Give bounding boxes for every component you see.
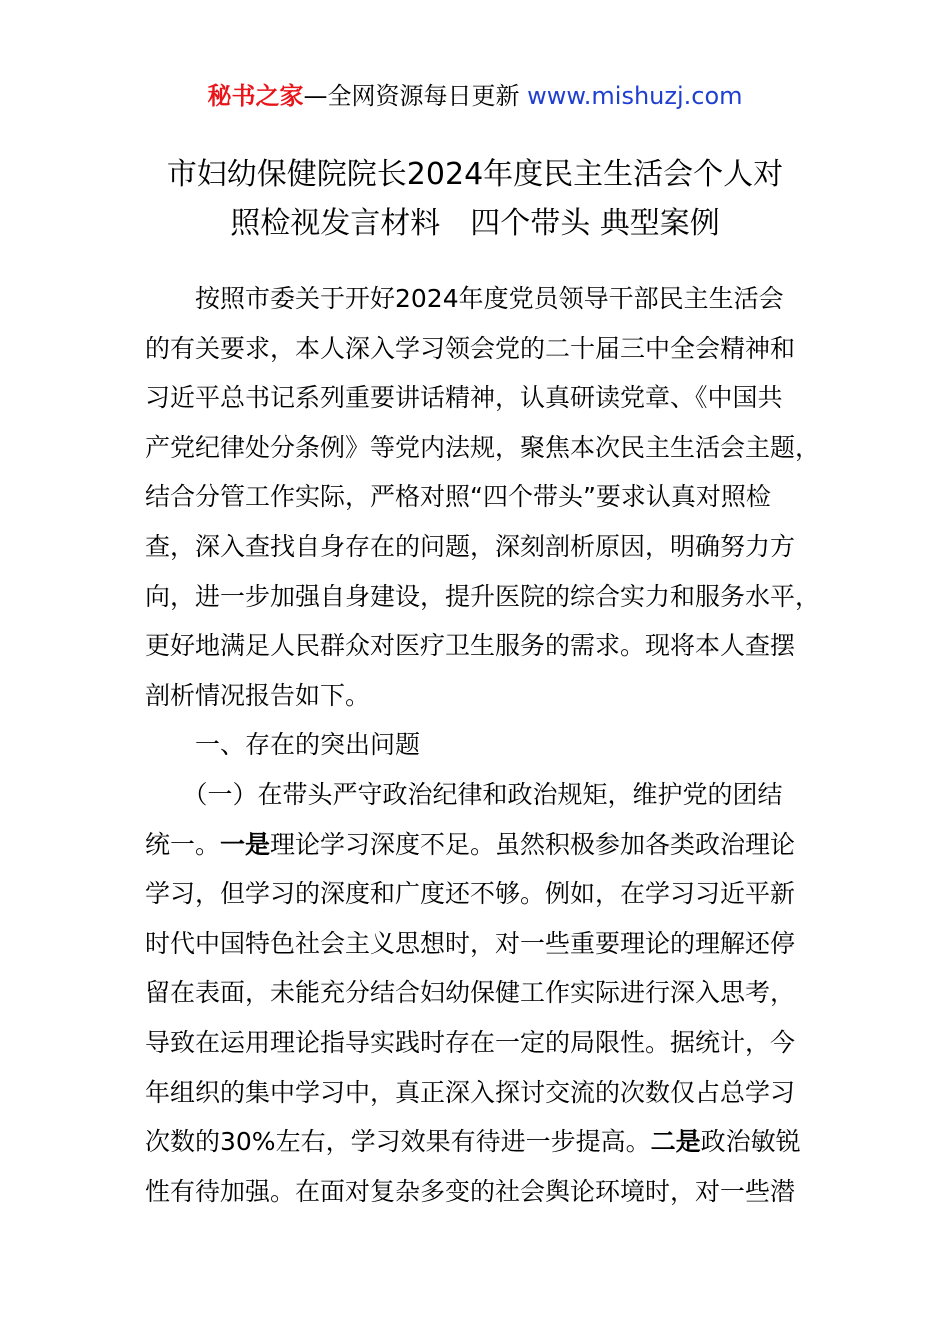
site-url-link[interactable]: www.mishuzj.com [527,82,743,110]
body-text: 理论学习深度不足。虽然积极参加各类政治理论 [270,829,796,859]
body-line [145,1117,815,1167]
title-line-1: 市妇幼保健院院长2024年度民主生活会个人对 [166,157,784,192]
bold-marker: 二是 [650,1127,701,1157]
section-heading: 一、存在的突出问题 [145,730,421,760]
bold-marker: 一是 [220,829,271,859]
body-line: 按照市委关于开好2024年度党员领导干部民主生活会 [145,284,784,313]
body-line: （一）在带头严守政治纪律和政治规矩，维护党的团结 [145,779,783,809]
body-line: 习近平总书记系列重要讲话精神，认真研读党章、《中国共 [145,383,783,413]
intro-paragraph [145,274,821,720]
body-line: 剖析情况报告如下。 [145,680,371,710]
body-line: 导致在运用理论指导实践时存在一定的局限性。据统计，今 [145,1027,796,1057]
body-line: 学习，但学习的深度和广度还不够。例如，在学习习近平新 [145,879,796,909]
body-line: 留在表面，未能充分结合妇幼保健工作实际进行深入思考， [145,978,796,1008]
body-line: 查，深入查找自身存在的问题，深刻剖析原因，明确努力方 [145,531,796,561]
body-line: 年组织的集中学习中，真正深入探讨交流的次数仅占总学习 [145,1077,796,1107]
body-line: 的有关要求，本人深入学习领会党的二十届三中全会精神和 [145,333,796,363]
body-line: 结合分管工作实际，严格对照“四个带头”要求认真对照检 [145,482,771,512]
problem-paragraph [145,770,815,1216]
body-text: 次数的30%左右，学习效果有待进一步提高。 [145,1127,651,1157]
body-line: 性有待加强。在面对复杂多变的社会舆论环境时，对一些潜 [145,1176,796,1206]
body-line: 更好地满足人民群众对医疗卫生服务的需求。现将本人查摆 [145,631,796,661]
title-line-2: 照检视发言材料 四个带头 典型案例 [230,206,720,241]
body-line: 向，进一步加强自身建设，提升医院的综合实力和服务水平， [145,581,821,611]
body-line: 产党纪律处分条例》等党内法规，聚焦本次民主生活会主题， [145,432,821,462]
body-line: 时代中国特色社会主义思想时，对一些重要理论的理解还停 [145,928,796,958]
site-tagline: —全网资源每日更新 [303,82,520,110]
body-line [145,820,815,870]
site-header [0,80,950,112]
body-text: 统一。 [145,829,221,859]
document-body [145,274,821,1216]
body-text: 政治敏锐 [700,1127,801,1157]
site-brand: 秘书之家 [207,82,304,110]
document-title [0,150,950,248]
